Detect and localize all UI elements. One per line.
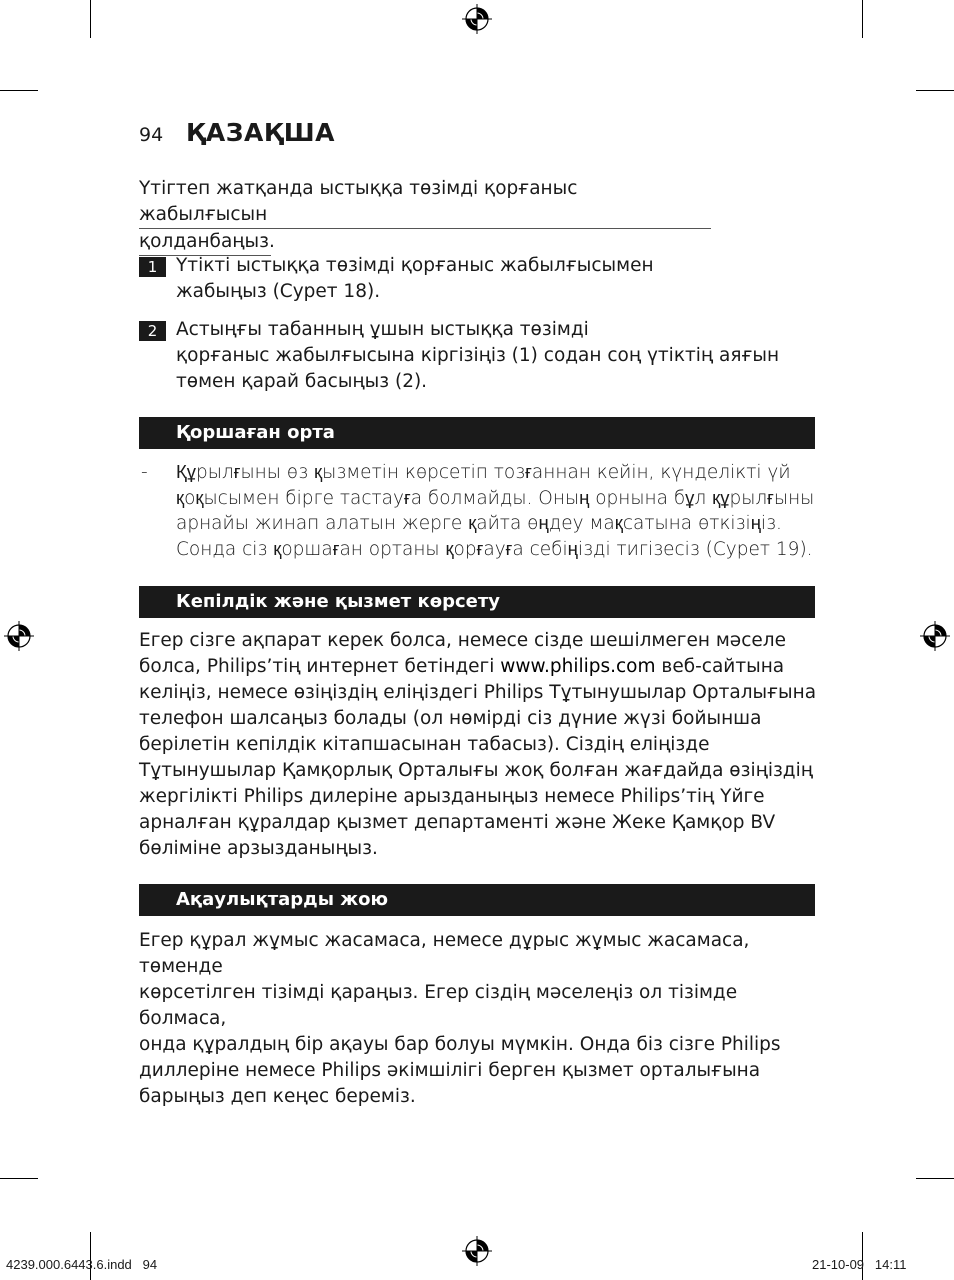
body-line: болса, Philips’тің интернет бетіндегі www.philips.com веб-сайтына [139,656,785,677]
body-line: қоқысымен бірге тастауға болмайды. Оның орнына бұл құрылғыны [176,487,815,509]
registration-mark-icon [462,1236,492,1266]
body-line: арналған құралдар қызмет департаменті және Жеке Қамқор BV [139,812,776,833]
section-heading-environment: Қоршаған орта [139,417,815,449]
body-line: берілетін кепілдік кітапшасынан табасыз). Сіздің еліңізде [139,734,710,755]
body-line: Сонда сіз қоршаған ортаны қорғауға себіңізді тигізесіз (Сурет 19). [176,538,813,560]
step-number-badge: 1 [139,257,166,277]
step-number-badge: 2 [139,321,166,341]
section-heading-troubleshooting: Ақаулықтарды жою [139,884,815,916]
crop-mark [0,1178,38,1179]
environment-bullet [139,460,829,562]
body-line: Егер сізге ақпарат керек болса, немесе сізде шешілмеген мәселе [139,630,786,651]
troubleshooting-paragraph [139,928,829,1110]
step-line: жабыңыз (Сурет 18). [176,281,381,302]
registration-mark-icon [920,621,950,651]
step-1 [139,253,819,305]
body-line: барыңыз деп кеңес береміз. [139,1086,416,1107]
footer-file-info: 4239.000.6443.6.indd 94 [6,1257,158,1272]
page-number: 94 [139,124,164,146]
body-line: телефон шалсаңыз болады (ол нөмірді сіз дүние жүзі бойынша [139,708,762,729]
crop-mark [862,0,863,38]
section-heading-warranty: Кепілдік және қызмет көрсету [139,586,815,618]
footer-date: 21-10-09 14:11 [812,1257,907,1272]
crop-mark [862,1232,863,1280]
body-line: диллеріне немесе Philips әкімшілігі берген қызмет орталығына [139,1060,761,1081]
body-line: Тұтынушылар Қамқорлық Орталығы жоқ болған жағдайда өзіңіздің [139,760,813,781]
crop-mark [0,90,38,91]
note-line: қолданбаңыз. [139,229,271,256]
body-line: бөліміне арзызданыңыз. [139,838,378,859]
crop-mark [90,1232,91,1280]
crop-mark [916,1178,954,1179]
crop-mark [90,0,91,38]
step-line: қорғаныс жабылғысына кіргізіңіз (1) содан соң үтіктің аяғын [176,345,780,366]
note-line: Үтігтеп жатқанда ыстыққа төзімді қорғаныс жабылғысын [139,176,711,229]
page-title: ҚАЗАҚША [186,118,335,147]
crop-mark [916,90,954,91]
registration-mark-icon [4,621,34,651]
warranty-paragraph [139,628,829,862]
registration-mark-icon [462,4,492,34]
step-line: Үтікті ыстыққа төзімді қорғаныс жабылғысымен [176,255,654,276]
step-line: төмен қарай басыңыз (2). [176,371,428,392]
body-line: Құрылғыны өз қызметін көрсетіп тозғаннан кейін, күнделікті үй [176,462,791,483]
step-line: Астыңғы табанның ұшын ыстыққа төзімді [176,319,589,340]
body-line: жергілікті Philips дилеріне арызданыңыз немесе Philips’тің Үйге [139,786,765,807]
philips-url-link[interactable]: www.philips.com [500,656,656,677]
body-line: көрсетілген тізімді қараңыз. Егер сіздің мәселеңіз ол тізімде болмаса, [139,982,738,1029]
body-line: келіңіз, немесе өзіңіздің еліңіздегі Philips Тұтынушылар Орталығына [139,682,817,703]
ironing-note [139,176,729,256]
body-line: Егер құрал жұмыс жасамаса, немесе дұрыс жұмыс жасамаса, төменде [139,930,750,977]
body-line: арнайы жинап алатын жерге қайта өңдеу мақсатына өткізіңіз. [176,513,782,534]
step-2 [139,317,819,395]
bullet-dash: - [141,462,148,483]
body-line: онда құралдың бір ақауы бар болуы мүмкін. Онда біз сізге Philips [139,1034,781,1055]
